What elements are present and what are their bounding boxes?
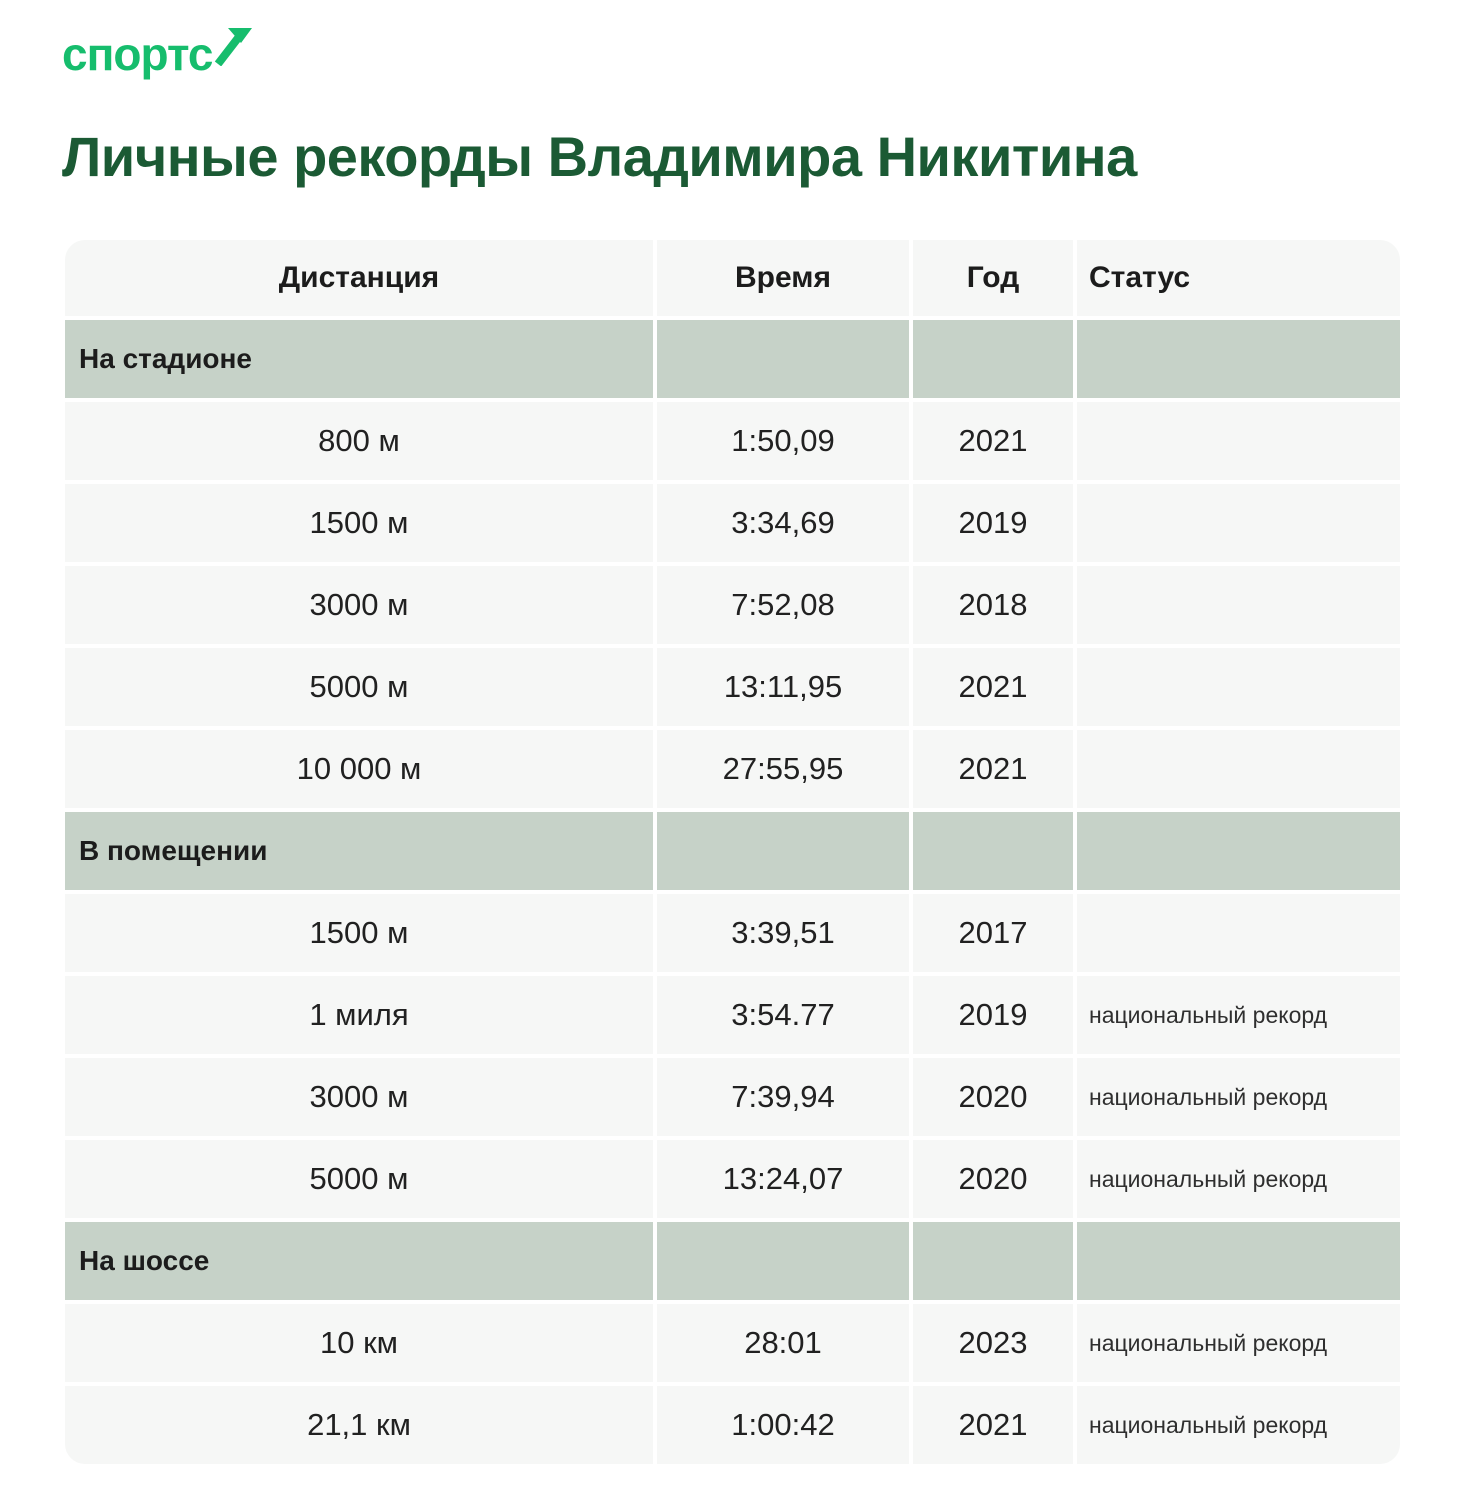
arrow-up-right-icon — [214, 26, 254, 71]
section-header-spacer — [657, 812, 909, 890]
column-header-time: Время — [657, 240, 909, 316]
cell-distance: 1500 м — [65, 484, 653, 562]
section-header: На стадионе — [65, 320, 653, 398]
column-header-distance: Дистанция — [65, 240, 653, 316]
sports-logo-text: спортс — [62, 28, 213, 80]
cell-status — [1077, 566, 1400, 644]
cell-time: 28:01 — [657, 1304, 909, 1382]
cell-time: 3:34,69 — [657, 484, 909, 562]
section-header-spacer — [1077, 320, 1400, 398]
page-title: Личные рекорды Владимира Никитина — [62, 125, 1137, 188]
cell-year: 2021 — [913, 402, 1073, 480]
cell-distance: 5000 м — [65, 1140, 653, 1218]
cell-year: 2021 — [913, 648, 1073, 726]
section-header: На шоссе — [65, 1222, 653, 1300]
records-table — [65, 240, 1400, 1464]
section-header-spacer — [913, 1222, 1073, 1300]
cell-time: 1:00:42 — [657, 1386, 909, 1464]
cell-status: национальный рекорд — [1077, 1304, 1400, 1382]
cell-year: 2019 — [913, 976, 1073, 1054]
cell-time: 27:55,95 — [657, 730, 909, 808]
cell-year: 2019 — [913, 484, 1073, 562]
cell-time: 13:11,95 — [657, 648, 909, 726]
section-header: В помещении — [65, 812, 653, 890]
cell-status — [1077, 730, 1400, 808]
cell-distance: 10 000 м — [65, 730, 653, 808]
column-header-status: Статус — [1077, 240, 1400, 316]
section-header-spacer — [1077, 812, 1400, 890]
cell-status — [1077, 484, 1400, 562]
section-header-spacer — [657, 320, 909, 398]
sports-logo[interactable] — [62, 24, 254, 84]
cell-distance: 21,1 км — [65, 1386, 653, 1464]
cell-year: 2018 — [913, 566, 1073, 644]
cell-distance: 3000 м — [65, 1058, 653, 1136]
cell-distance: 3000 м — [65, 566, 653, 644]
cell-status: национальный рекорд — [1077, 1058, 1400, 1136]
column-header-year: Год — [913, 240, 1073, 316]
cell-year: 2020 — [913, 1058, 1073, 1136]
cell-distance: 5000 м — [65, 648, 653, 726]
cell-year: 2020 — [913, 1140, 1073, 1218]
cell-status: национальный рекорд — [1077, 1140, 1400, 1218]
cell-year: 2017 — [913, 894, 1073, 972]
section-header-spacer — [913, 320, 1073, 398]
cell-status — [1077, 402, 1400, 480]
section-header-spacer — [913, 812, 1073, 890]
cell-year: 2023 — [913, 1304, 1073, 1382]
cell-distance: 1 миля — [65, 976, 653, 1054]
section-header-spacer — [657, 1222, 909, 1300]
cell-time: 7:52,08 — [657, 566, 909, 644]
cell-status: национальный рекорд — [1077, 1386, 1400, 1464]
cell-year: 2021 — [913, 1386, 1073, 1464]
section-header-spacer — [1077, 1222, 1400, 1300]
cell-time: 7:39,94 — [657, 1058, 909, 1136]
cell-status — [1077, 894, 1400, 972]
cell-status — [1077, 648, 1400, 726]
cell-status: национальный рекорд — [1077, 976, 1400, 1054]
cell-time: 3:54.77 — [657, 976, 909, 1054]
cell-time: 13:24,07 — [657, 1140, 909, 1218]
cell-time: 3:39,51 — [657, 894, 909, 972]
cell-year: 2021 — [913, 730, 1073, 808]
cell-distance: 1500 м — [65, 894, 653, 972]
cell-time: 1:50,09 — [657, 402, 909, 480]
cell-distance: 800 м — [65, 402, 653, 480]
cell-distance: 10 км — [65, 1304, 653, 1382]
